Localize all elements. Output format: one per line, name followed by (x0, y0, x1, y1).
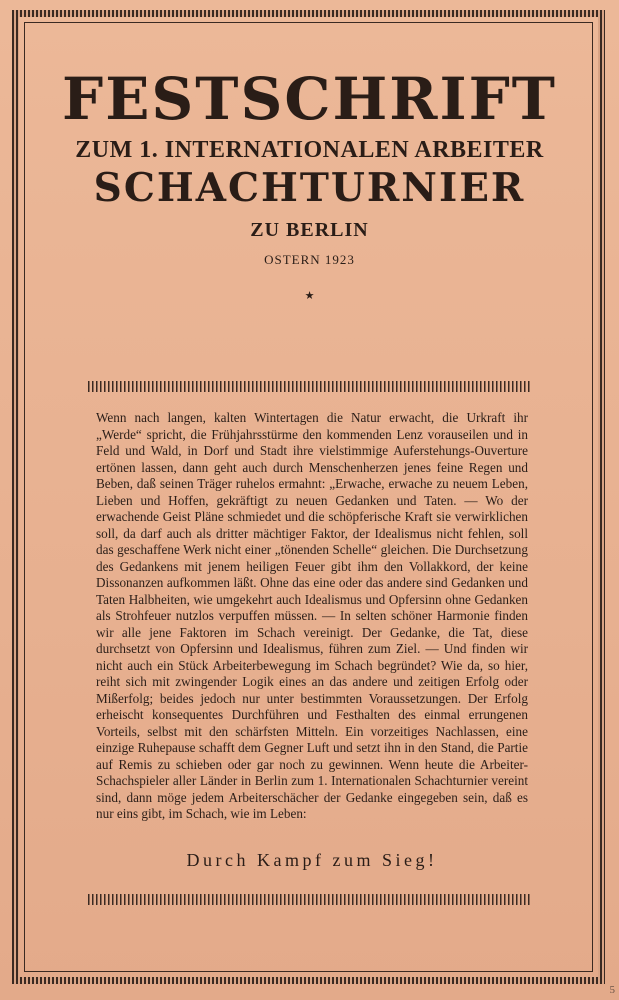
body-paragraph: Wenn nach langen, kalten Wintertagen die Natur erwacht, die Urkraft ihr „Werde“ spricht, die Frühjahrsstürme den kommenden Lenz vorauseilen und in Feld und Wald, in Dorf und Stadt ihre vielstimmige Auferstehungs-Ouverture ertönen lassen, dann geht auch durch Menschenherzen jenes feine Regen und Beben, daß seinen Träger ruhelos ermahnt: „Erwache, erwache zu neuem Leben, Lieben und Hoffen, gekräftigt zu neuen Gedanken und Taten. — Wo der erwachende Geist Pläne schmiedet und die schöpferische Kraft sie verwirklichen soll, da darf auch als dritter mächtiger Faktor, der Idealismus nicht fehlen, soll das geschaffene Werk nicht einer „tönenden Schelle“ gleichen. Die Durchsetzung des Gedankens mit jenem heiligen Feuer gibt ihm den Vollakkord, der keine Dissonanzen aufkommen läßt. Ohne das eine oder das andere sind Gedanken und Taten Halbheiten, wie umgekehrt auch Idealismus und Opfersinn ohne Gedanken als Strohfeuer nutzlos verpuffen müssen. — In selten schöner Harmonie finden wir alle jene Faktoren im Schach vereinigt. Der Gedanke, die Tat, diese durchsetzt von Opfersinn und Idealismus, führen zum Ziel. — Und finden wir nicht auch ein Stück Arbeiterbewegung im Schach begründet? Wie da, so hier, reiht sich mit zwingender Logik eines an das andere und zeitigen Erfolg oder Mißerfolg; beides jedoch nur unter bestimmten Voraussetzungen. Der Erfolg erheischt konsequentes Durchführen und Festhalten des einmal errungenen Vorteils, selbst mit den schärfsten Mitteln. Ein vorzeitiges Nachlassen, eine einzige Ruhepause schafft dem Gegner Luft und setzt ihn in den Stand, die Partie auf Remis zu schieben oder gar noch zu gewinnen. Wenn heute die Arbeiter-Schachspieler aller Länder in Berlin zum 1. Internationalen Schachturnier vereint sind, dann möge jedem Arbeiterschächer der Gedanke eingegeben sein, daß es nur eins gibt, im Schach, wie im Leben: (96, 410, 528, 821)
event-date: OSTERN 1923 (264, 252, 355, 267)
ornamental-rule-bottom (88, 894, 531, 905)
page-mark: 5 (609, 984, 615, 996)
title-block (30, 65, 589, 302)
star-icon: ★ (304, 289, 315, 302)
subtitle-line-3: ZU BERLIN (250, 219, 369, 241)
ornamental-rule-top (88, 381, 531, 392)
subtitle-line-2: SCHACHTURNIER (93, 165, 526, 211)
subtitle-line-1: ZUM 1. INTERNATIONALEN ARBEITER (75, 137, 544, 163)
motto: Durch Kampf zum Sieg! (186, 850, 438, 870)
main-title: FESTSCHRIFT (62, 65, 557, 133)
